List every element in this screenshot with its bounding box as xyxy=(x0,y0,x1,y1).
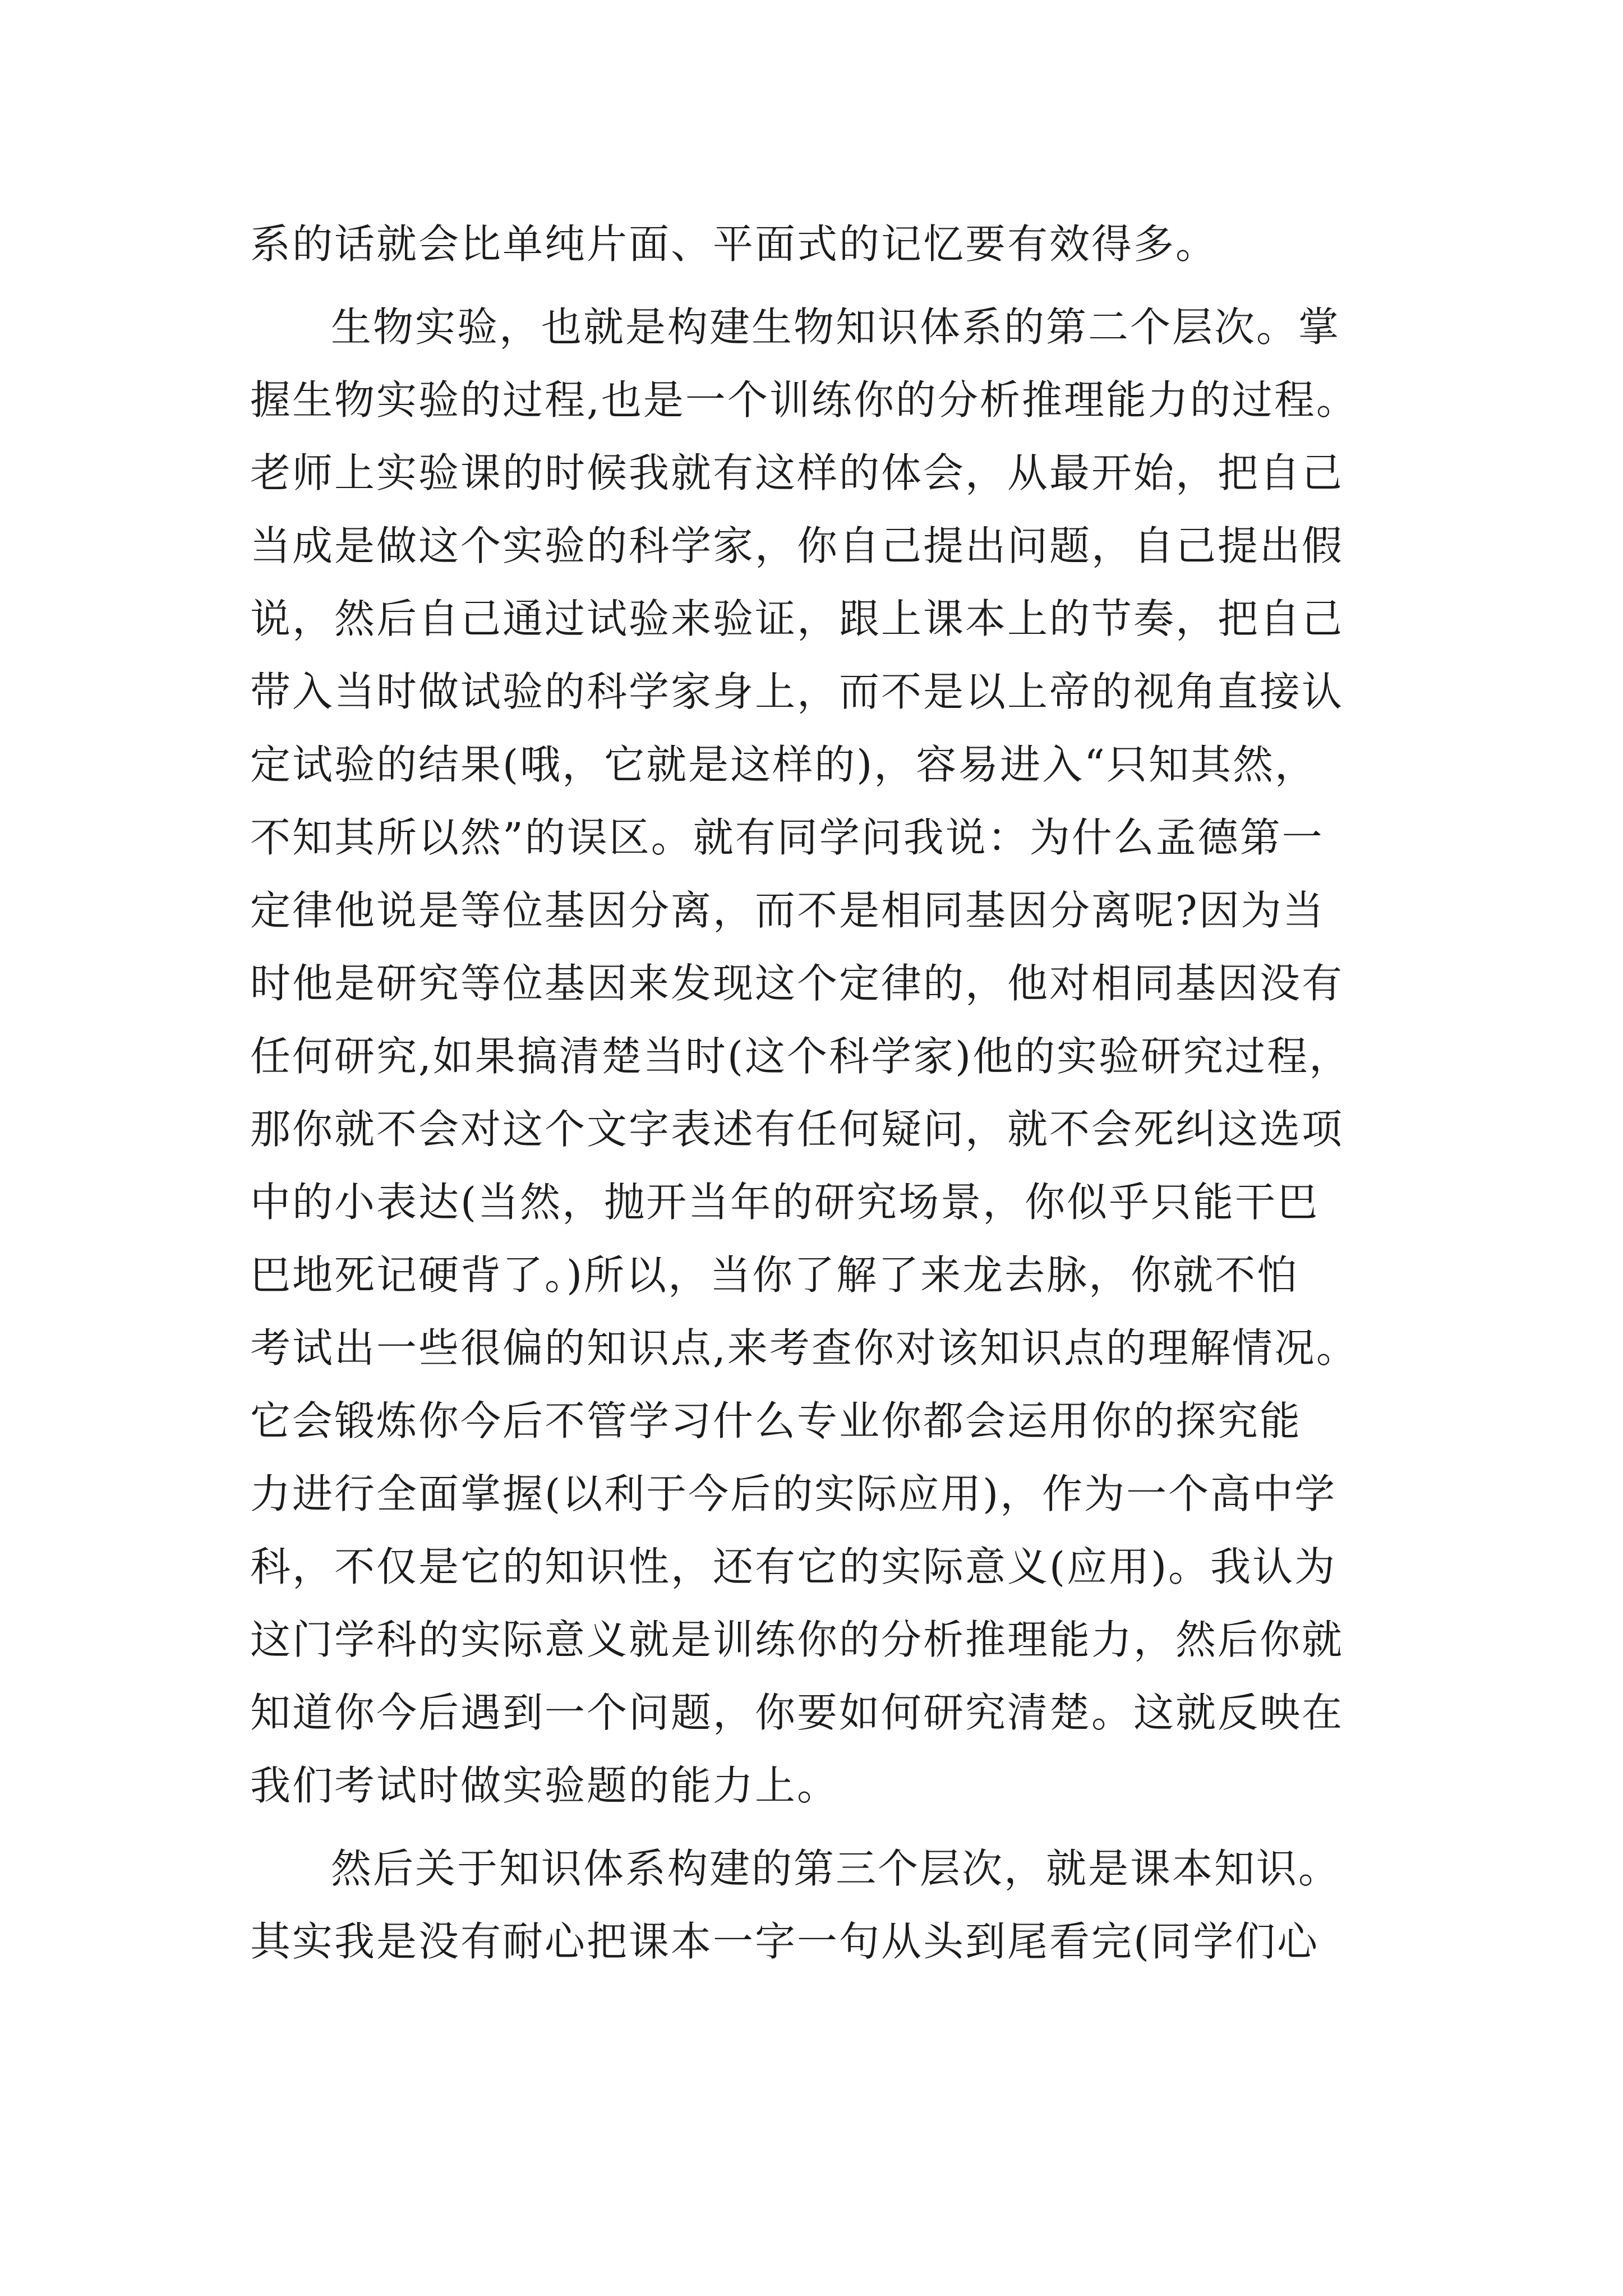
text-line: 时他是研究等位基因来发现这个定律的，他对相同基因没有 xyxy=(250,960,1344,1007)
text-line: 老师上实验课的时候我就有这样的体会，从最开始，把自己 xyxy=(250,449,1344,496)
text-line: 知道你今后遇到一个问题，你要如何研究清楚。这就反映在 xyxy=(250,1689,1344,1736)
text-line: 说，然后自己通过试验来验证，跟上课本上的节奏，把自己 xyxy=(250,595,1344,642)
text-line: 任何研究,如果搞清楚当时(这个科学家)他的实验研究过程， xyxy=(250,1033,1352,1080)
text-line: 不知其所以然”的误区。就有同学问我说：为什么孟德第一 xyxy=(250,814,1324,861)
text-line: 定律他说是等位基因分离，而不是相同基因分离呢?因为当 xyxy=(250,887,1325,934)
text-line: 定试验的结果(哦，它就是这样的)，容易进入“只知其然， xyxy=(250,741,1317,788)
text-line: 那你就不会对这个文字表述有任何疑问，就不会死纠这选项 xyxy=(250,1106,1344,1153)
text-line: 考试出一些很偏的知识点,来考查你对该知识点的理解情况。 xyxy=(250,1324,1358,1372)
text-line: 系的话就会比单纯片面、平面式的记忆要有效得多。 xyxy=(250,220,1218,268)
text-line: 当成是做这个实验的科学家，你自己提出问题，自己提出假 xyxy=(250,522,1344,569)
paragraph-gap xyxy=(250,1822,1411,1832)
text-line: 巴地死记硬背了。)所以，当你了解了来龙去脉，你就不怕 xyxy=(250,1251,1299,1299)
text-line: 这门学科的实际意义就是训练你的分析推理能力，然后你就 xyxy=(250,1616,1344,1663)
paragraph-first-line: 生物实验，也就是构建生物知识体系的第二个层次。掌 xyxy=(331,303,1341,351)
text-line: 力进行全面掌握(以利于今后的实际应用)，作为一个高中学 xyxy=(250,1470,1337,1517)
text-line: 它会锻炼你今后不管学习什么专业你都会运用你的探究能 xyxy=(250,1397,1302,1444)
paragraph-first-line: 然后关于知识体系构建的第三个层次，就是课本知识。 xyxy=(331,1845,1341,1892)
text-line: 握生物实验的过程,也是一个训练你的分析推理能力的过程。 xyxy=(250,376,1358,424)
paragraph-gap xyxy=(250,280,1411,291)
text-line: 中的小表达(当然，抛开当年的研究场景，你似乎只能干巴 xyxy=(250,1179,1320,1226)
body-text xyxy=(250,208,1411,1978)
text-line: 带入当时做试验的科学家身上，而不是以上帝的视角直接认 xyxy=(250,668,1344,715)
text-line: 我们考试时做实验题的能力上。 xyxy=(250,1762,840,1809)
text-line: 其实我是没有耐心把课本一字一句从头到尾看完(同学们心 xyxy=(250,1918,1320,1965)
text-line: 科，不仅是它的知识性，还有它的实际意义(应用)。我认为 xyxy=(250,1543,1337,1590)
